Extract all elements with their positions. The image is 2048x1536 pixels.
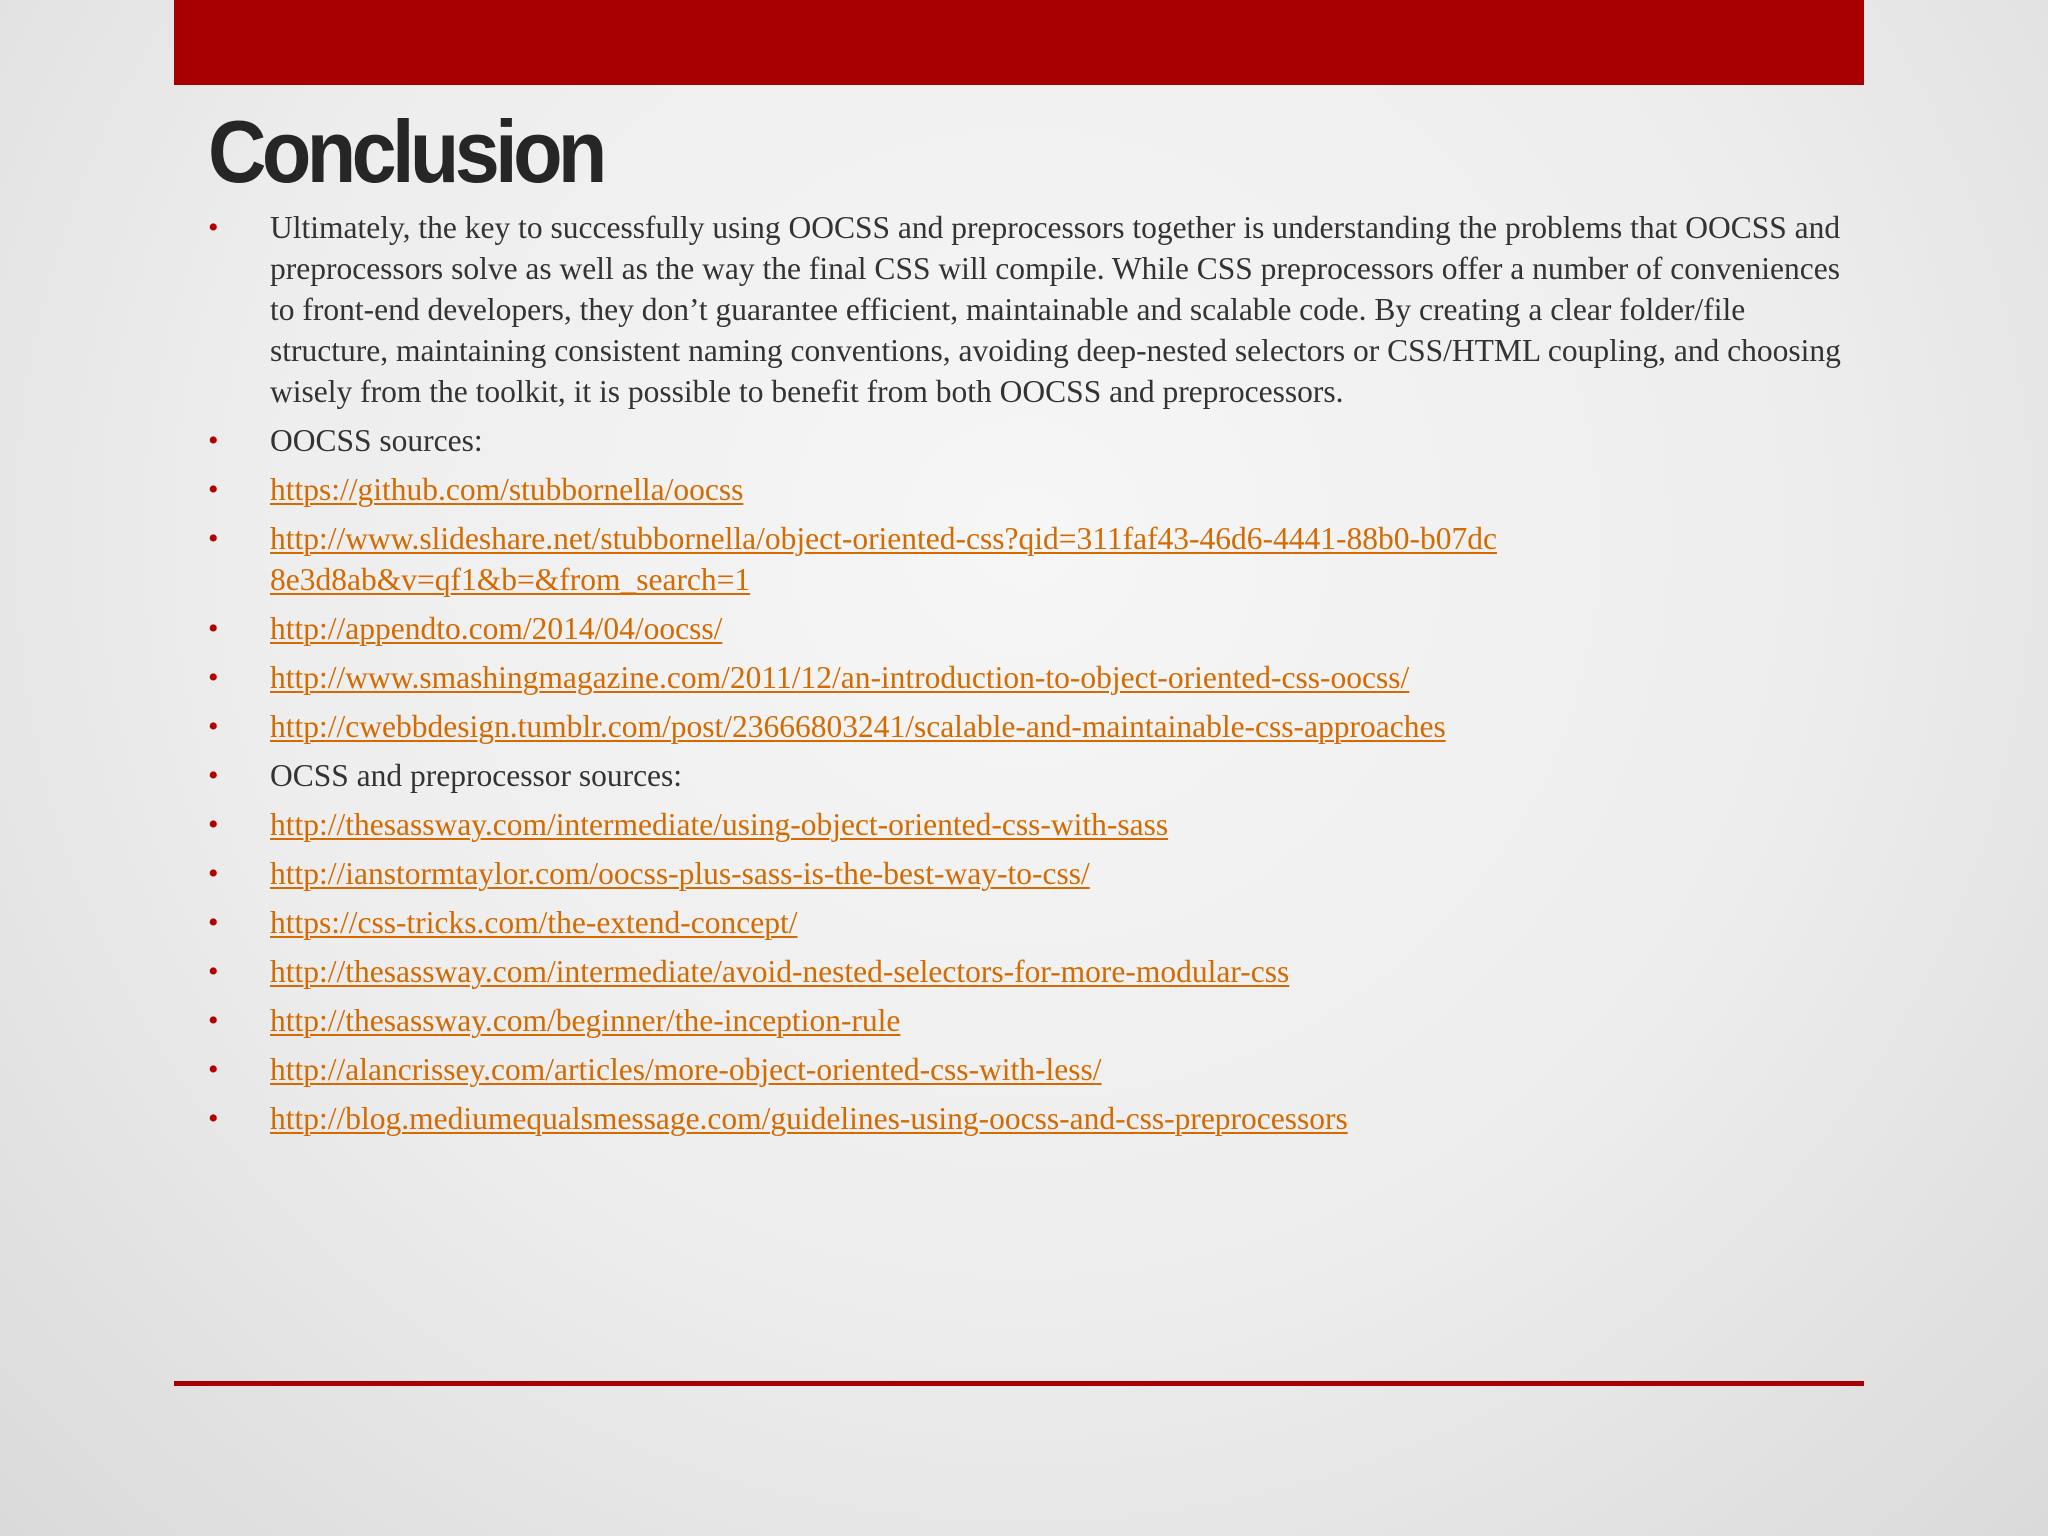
bullet-preprocessor-link-7 <box>208 1098 1848 1139</box>
bullet-oocss-link-2 <box>208 518 1848 600</box>
bullet-preprocessor-link-3 <box>208 902 1848 943</box>
bullet-dot: • <box>208 955 219 988</box>
bullet-oocss-link-3 <box>208 608 1848 649</box>
intro-text: Ultimately, the key to successfully using OOCSS and preprocessors together is understanding the problems that OOCSS and preprocessors solve as well as the way the final CSS will compile. While CSS preprocessors offer a number of conveniences to front-end developers, they don’t guarantee efficient, maintainable and scalable code. By creating a clear folder/file structure, maintaining consistent naming conventions, avoiding deep-nested selectors or CSS/HTML coupling, and choosing wisely from the toolkit, it is possible to benefit from both OOCSS and preprocessors. <box>270 210 1841 409</box>
source-link[interactable]: http://thesassway.com/intermediate/avoid-nested-selectors-for-more-modular-css <box>270 954 1290 989</box>
source-link[interactable]: http://appendto.com/2014/04/oocss/ <box>270 611 723 646</box>
bullet-oocss-link-4 <box>208 657 1848 698</box>
bullet-dot: • <box>208 906 219 939</box>
bullet-dot: • <box>208 1102 219 1135</box>
bullet-list <box>208 207 1848 1147</box>
bullet-dot: • <box>208 211 219 244</box>
bullet-dot: • <box>208 759 219 792</box>
bullet-dot: • <box>208 473 219 506</box>
bullet-preprocessor-link-2 <box>208 853 1848 894</box>
source-link[interactable]: https://github.com/stubbornella/oocss <box>270 472 744 507</box>
source-link[interactable]: http://thesassway.com/intermediate/using-object-oriented-css-with-sass <box>270 807 1169 842</box>
bullet-oocss-link-5 <box>208 706 1848 747</box>
source-link[interactable]: http://www.smashingmagazine.com/2011/12/an-introduction-to-object-oriented-css-oocss/ <box>270 660 1410 695</box>
source-link[interactable]: https://css-tricks.com/the-extend-concept/ <box>270 905 798 940</box>
source-link[interactable]: http://cwebbdesign.tumblr.com/post/23666803241/scalable-and-maintainable-css-approaches <box>270 709 1446 744</box>
bullet-preprocessor-link-4 <box>208 951 1848 992</box>
source-link[interactable]: http://thesassway.com/beginner/the-inception-rule <box>270 1003 901 1038</box>
bullet-dot: • <box>208 1053 219 1086</box>
source-link[interactable]: http://alancrissey.com/articles/more-object-oriented-css-with-less/ <box>270 1052 1102 1087</box>
bullet-dot: • <box>208 710 219 743</box>
bullet-preprocessor-heading <box>208 755 1848 796</box>
source-link[interactable]: http://www.slideshare.net/stubbornella/object-oriented-css?qid=311faf43-46d6-4441-88b0-b07dc8e3d8ab&v=qf1&b=&from_search=1 <box>270 521 1497 597</box>
bullet-dot: • <box>208 1004 219 1037</box>
top-accent-bar <box>174 0 1864 85</box>
bullet-oocss-heading <box>208 420 1848 461</box>
bullet-preprocessor-link-6 <box>208 1049 1848 1090</box>
bullet-dot: • <box>208 424 219 457</box>
source-link[interactable]: http://blog.mediumequalsmessage.com/guidelines-using-oocss-and-css-preprocessors <box>270 1101 1348 1136</box>
oocss-sources-heading: OOCSS sources: <box>270 423 483 458</box>
bullet-dot: • <box>208 522 219 555</box>
bullet-preprocessor-link-5 <box>208 1000 1848 1041</box>
bullet-dot: • <box>208 612 219 645</box>
bullet-preprocessor-link-1 <box>208 804 1848 845</box>
bullet-dot: • <box>208 857 219 890</box>
preprocessor-sources-heading: OCSS and preprocessor sources: <box>270 758 683 793</box>
bullet-oocss-link-1 <box>208 469 1848 510</box>
source-link[interactable]: http://ianstormtaylor.com/oocss-plus-sass-is-the-best-way-to-css/ <box>270 856 1090 891</box>
bullet-dot: • <box>208 661 219 694</box>
bullet-dot: • <box>208 808 219 841</box>
bottom-accent-rule <box>174 1381 1864 1386</box>
bullet-intro <box>208 207 1848 412</box>
slide-title: Conclusion <box>208 102 603 201</box>
